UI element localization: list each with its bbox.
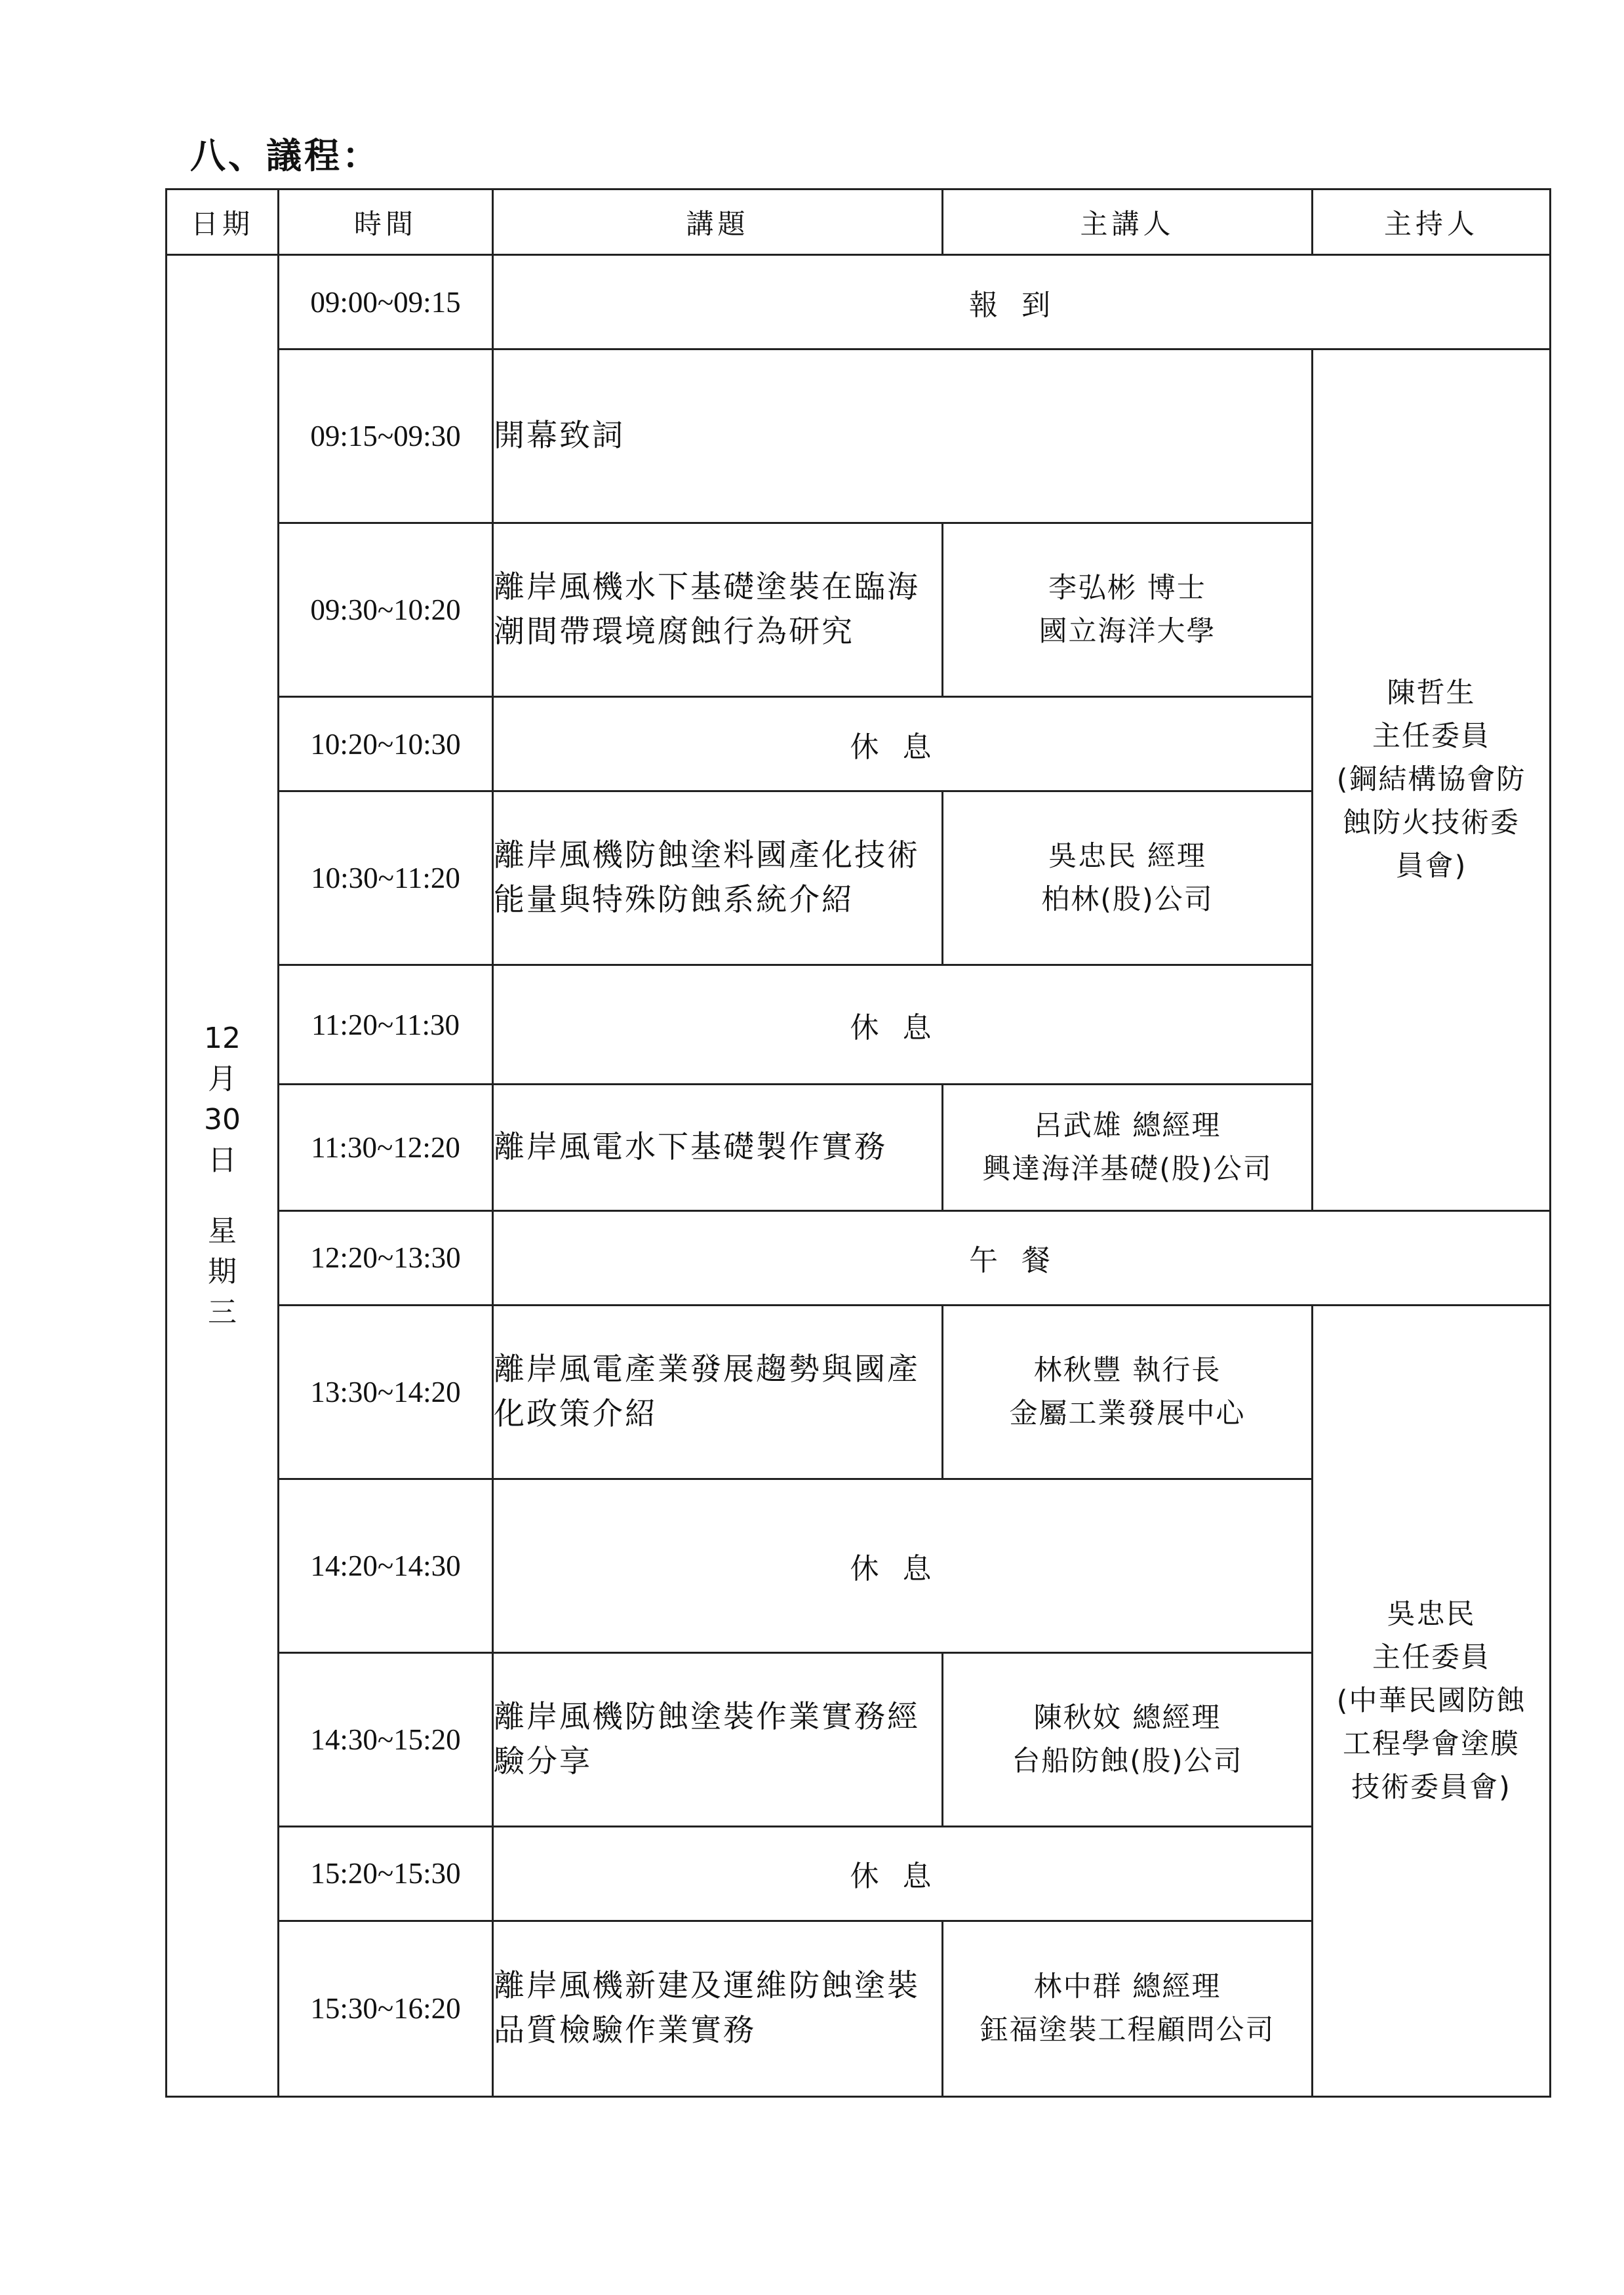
break-cell: 休息: [493, 697, 1313, 791]
speaker-name: 陳秋妏 總經理: [1033, 1701, 1221, 1734]
speaker-org: 台船防蝕(股)公司: [1012, 1744, 1243, 1778]
table-row: [167, 1305, 1551, 1479]
table-row: [167, 255, 1551, 349]
topic-cell: 離岸風機水下基礎塗裝在臨海潮間帶環境腐蝕行為研究: [493, 523, 943, 697]
speaker-org: 金屬工業發展中心: [1009, 1397, 1246, 1430]
table-row: [167, 1210, 1551, 1305]
speaker-org: 國立海洋大學: [1039, 615, 1216, 649]
topic-cell: 離岸風電產業發展趨勢與國產化政策介紹: [493, 1305, 943, 1479]
time-cell: 11:30~12:20: [279, 1085, 493, 1210]
speaker-name: 林中群 總經理: [1033, 1970, 1221, 2004]
host-org: (鋼結構協會防蝕防火技術委員會): [1336, 763, 1526, 883]
header-time: 時間: [279, 190, 493, 255]
host-cell-morning: [1313, 349, 1551, 1210]
host-name: 陳哲生: [1387, 677, 1476, 710]
time-cell: 12:20~13:30: [279, 1210, 493, 1305]
break-cell: 休息: [493, 1826, 1313, 1921]
speaker-org: 柏林(股)公司: [1041, 883, 1214, 917]
topic-cell: 離岸風電水下基礎製作實務: [493, 1085, 943, 1210]
speaker-org: 鈺福塗裝工程顧問公司: [980, 2014, 1275, 2047]
speaker-name: 李弘彬 博士: [1048, 572, 1206, 605]
speaker-name: 林秋豐 執行長: [1033, 1353, 1221, 1387]
header-row: [167, 190, 1551, 255]
speaker-cell: [943, 1652, 1313, 1826]
break-cell: 休息: [493, 965, 1313, 1085]
host-title: 主任委員: [1372, 1641, 1490, 1674]
topic-cell: 離岸風機新建及運維防蝕塗裝品質檢驗作業實務: [493, 1921, 943, 2096]
time-cell: 09:00~09:15: [279, 255, 493, 349]
agenda-table: [165, 188, 1551, 2098]
time-cell: 14:20~14:30: [279, 1479, 493, 1652]
speaker-name: 呂武雄 總經理: [1033, 1109, 1221, 1142]
header-speaker: 主講人: [943, 190, 1313, 255]
registration-cell: 報到: [493, 255, 1551, 349]
speaker-cell: [943, 791, 1313, 965]
speaker-cell: [943, 1085, 1313, 1210]
header-topic: 講題: [493, 190, 943, 255]
speaker-cell: [943, 1921, 1313, 2096]
speaker-org: 興達海洋基礎(股)公司: [982, 1152, 1273, 1186]
header-host: 主持人: [1313, 190, 1551, 255]
opening-remarks-cell: 開幕致詞: [493, 349, 1313, 523]
host-org: (中華民國防蝕工程學會塗膜技術委員會): [1336, 1684, 1526, 1804]
host-cell-afternoon: [1313, 1305, 1551, 2096]
break-cell: 休息: [493, 1479, 1313, 1652]
topic-cell: 離岸風機防蝕塗料國產化技術能量與特殊防蝕系統介紹: [493, 791, 943, 965]
time-cell: 13:30~14:20: [279, 1305, 493, 1479]
date-weekday: 星期三: [208, 1214, 237, 1329]
time-cell: 15:20~15:30: [279, 1826, 493, 1921]
time-cell: 09:15~09:30: [279, 349, 493, 523]
time-cell: 15:30~16:20: [279, 1921, 493, 2096]
speaker-cell: [943, 523, 1313, 697]
time-cell: 14:30~15:20: [279, 1652, 493, 1826]
time-cell: 10:30~11:20: [279, 791, 493, 965]
date-cell: [167, 255, 279, 2097]
speaker-cell: [943, 1305, 1313, 1479]
table-row: [167, 349, 1551, 523]
header-date: 日期: [167, 190, 279, 255]
time-cell: 11:20~11:30: [279, 965, 493, 1085]
speaker-name: 吳忠民 經理: [1048, 840, 1206, 873]
host-name: 吳忠民: [1387, 1597, 1476, 1631]
topic-cell: 離岸風機防蝕塗裝作業實務經驗分享: [493, 1652, 943, 1826]
host-title: 主任委員: [1372, 720, 1490, 753]
time-cell: 10:20~10:30: [279, 697, 493, 791]
agenda-heading: 八、議程：: [190, 135, 380, 176]
time-cell: 09:30~10:20: [279, 523, 493, 697]
lunch-cell: 午餐: [493, 1210, 1551, 1305]
date-month-day: 12月30日: [204, 1022, 241, 1177]
